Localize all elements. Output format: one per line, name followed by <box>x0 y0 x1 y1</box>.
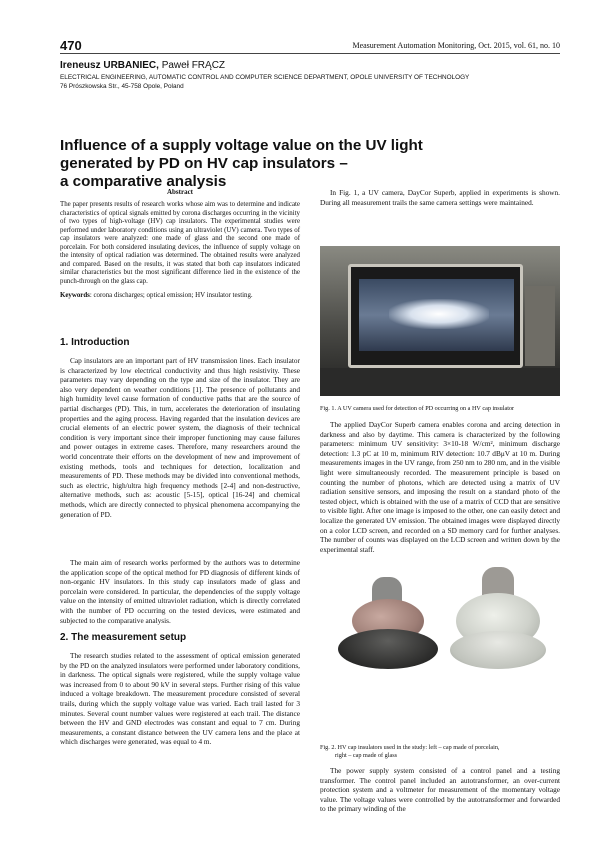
journal-citation: Measurement Automation Monitoring, Oct. 2015, vol. 61, no. 10 <box>352 41 560 50</box>
affiliation-address: 76 Prószkowska Str., 45-758 Opole, Poland <box>60 83 184 90</box>
figure-2-caption-line-1: Fig. 2. HV cap insulators used in the study: left – cap made of porcelain, <box>320 744 500 751</box>
camera-screen <box>359 279 514 351</box>
right-paragraph-2: The applied DayCor Superb camera enables corona and arcing detection in darkness and also by daytime. This camera is characterized by the following parameters: minimum UV sensitivity: 3×10-18 W/cm², minimum discharge detection: 1.3 pC at 10 m, minimum RIV detection: 10.7 dBμV at 10 m. During measurements images in the UV range, from 250 nm to 280 nm, and in the visible light were simultaneously recorded. The measurement principle is based on counting the number of photons, which are detected using a matrix of UV radiation sensitive sensors, and imposing the result on a standard photo of the tested object, which is obtained with the use of a matrix of CCD that are sensitive to visible light. After one image is imposed to the other, one can easily detect and localize the generated UV emission. The obtained images were displayed directly on a color LCD screen, and recorded on a SD memory card for further analyses. The number of counts was displayed on the LCD screen and written down by the experimental staff. <box>320 420 560 554</box>
page-number: 470 <box>60 38 82 53</box>
figure-2-insulators-photo <box>320 559 560 709</box>
setup-paragraph-1: The research studies related to the assessment of optical emission generated by the PD on the analyzed insulators were performed under laboratory conditions, in darkness. The optical signals were registered, while the supply voltage value was increased from 0 to about 90 kV in several steps. Further rising of this value induced a voltage breakdown. The measurement procedure consisted of several trails, during which the supply voltage value was varied. Each trail lasted for 3 minutes. Several count number values were registered at each trail. The distance between the HV and GND electrodes was constant and equal to 7 cm. During measurements, a constant distance between the UV camera lens and the place at which discharges were generated, was equal to 4 m. <box>60 651 300 747</box>
figure-1-caption: Fig. 1. A UV camera used for detection of PD occurring on a HV cap insulator <box>320 405 515 412</box>
keywords-label: Keywords <box>60 292 90 299</box>
figure-2-caption-line-2: right – cap made of glass <box>335 752 398 759</box>
paper-title <box>60 137 430 191</box>
figure-2-caption <box>320 744 560 760</box>
camera-monitor <box>348 264 523 368</box>
right-paragraph-1: In Fig. 1, a UV camera, DayCor Superb, applied in experiments is shown. During all measurement trails the same camera settings were maintained. <box>320 188 560 207</box>
author-line <box>60 60 225 71</box>
title-line-1: Influence of a supply voltage value on the UV light <box>60 137 423 154</box>
section-heading-introduction: 1. Introduction <box>60 337 130 348</box>
keywords <box>60 292 300 301</box>
porcelain-insulator <box>338 577 438 677</box>
intro-paragraph-2: The main aim of research works performed by the authors was to determine the application scope of the optical method for PD diagnosis of different kinds of non-organic HV insulators. In this study cap insulators made of glass and porcelain were considered. In particular, the dependencies of the supply voltage value on the intensity of emitted ultraviolet radiation, which is directly correlated with the number of PD occurring on the tested devices, were estimated and subjected to the comparative analysis. <box>60 558 300 625</box>
page-header <box>60 38 560 54</box>
lead-author: Ireneusz URBANIEC, <box>60 60 159 71</box>
title-line-3: a comparative analysis <box>60 173 227 190</box>
uv-discharge-glow <box>389 299 489 329</box>
header-divider <box>60 53 560 54</box>
title-line-2: generated by PD on HV cap insulators – <box>60 155 348 172</box>
glass-insulator <box>448 567 548 677</box>
right-paragraph-3: The power supply system consisted of a control panel and a testing transformer. The control panel included an autotransformer, an over-current protection system and a voltmeter for measurement of the momentary voltage value. The voltage values were controlled by the autotransformer and forwarded to the primary winding of the <box>320 766 560 814</box>
co-author: Paweł FRĄCZ <box>161 60 226 71</box>
affiliation <box>60 73 560 91</box>
abstract-body: The paper presents results of research works whose aim was to determine and indicate characteristics of optical signals emitted by corona discharges occurring in the vicinity of two types of high-voltage (HV) cap insulators. The experimental studies were performed under laboratory conditions using an ultraviolet (UV) camera. Two types of cap insulators were analyzed: one made of glass and the second one made of porcelain. For both considered insulating devices, the influence of supply voltage on the intensity of optical radiation was determined. The obtained results were analyzed and compared. Based on the results, it was stated that both cap insulators indicated similar characteristics but the most significant difference lied in the existence of the punch-through on the glass cap. <box>60 201 300 285</box>
section-heading-measurement-setup: 2. The measurement setup <box>60 632 187 643</box>
keywords-list: : corona discharges; optical emission; HV insulator testing. <box>89 292 253 299</box>
abstract-heading: Abstract <box>166 188 194 196</box>
affiliation-department: ELECTRICAL ENGINEERING, AUTOMATIC CONTROL AND COMPUTER SCIENCE DEPARTMENT, OPOLE UNIVERSITY OF TECHNOLOGY <box>60 74 470 81</box>
intro-paragraph-1: Cap insulators are an important part of HV transmission lines. Each insulator is characterized by low electrical conductivity and thus high resistivity. These parameters may vary depending on the type and size of the insulator. They are also very dependent on weather conditions [1]. The presence of pollutants and high humidity level cause formation of conductive paths that are the source of partial discharges (PD). This, in turn, accelerates the deterioration of insulating properties and the aging process. Having regarded that the insulation devices are crucial elements of an electric power system, the diagnosis of their technical condition is very important since their improper functioning may cause failures and power outages in extreme cases. Therefore, many researchers around the world concentrate their efforts on the development of new and improvement of existing methods, tools and techniques for detection, localization and measurements of PD. These methods may be divided into conventional methods, such as electric, high/ultra high frequency methods [2-4] and non-destructive, alternative methods, such as: acoustic [5-15], optical [16-24] and chemical methods, which are directly connected to physical phenomena accompanying the generation of PD. <box>60 356 300 519</box>
figure-1-uv-camera-photo <box>320 246 560 396</box>
